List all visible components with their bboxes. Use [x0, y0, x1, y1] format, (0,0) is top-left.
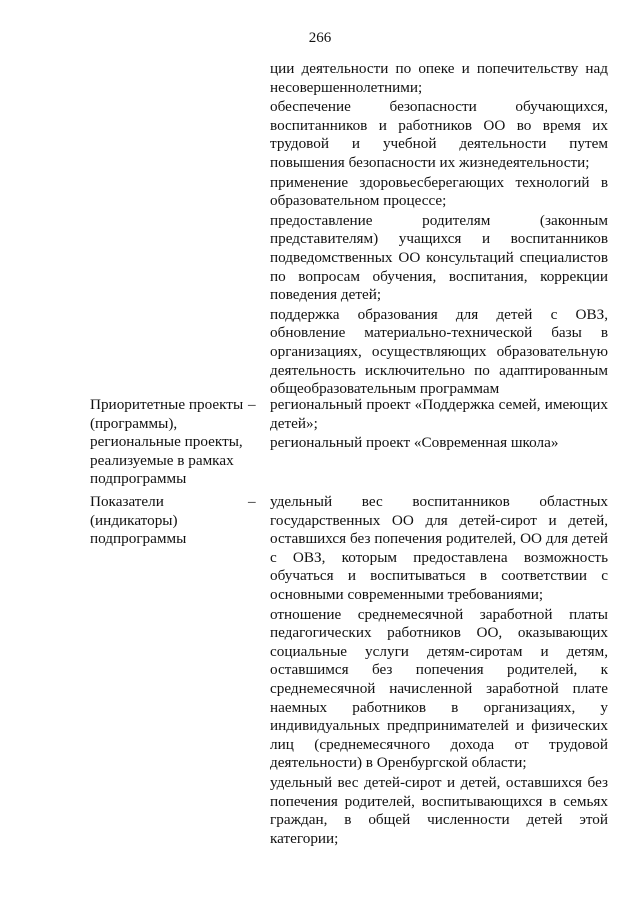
row-dash: – — [248, 493, 256, 510]
row-dash: – — [248, 396, 256, 413]
paragraph: удельный вес детей-сирот и детей, оставшихся без попечения родителей, воспитывающихся в семьях граждан, в общей численности детей этой категории; — [270, 773, 608, 847]
continuation-content — [270, 60, 608, 399]
paragraph: региональный проект «Поддержка семей, имеющих детей»; — [270, 396, 608, 432]
paragraph: предоставление родителям (законным представителям) учащихся и воспитанников подведомственных ОО консультаций специалистов по вопросам обучения, воспитания, коррекции поведения детей; — [270, 211, 608, 304]
row-label: Приоритетные проекты (программы), региональные проекты, реализуемые в рамках подпрограммы — [90, 396, 244, 488]
row-content — [270, 493, 608, 848]
page-number: 266 — [308, 30, 332, 46]
paragraph: поддержка образования для детей с ОВЗ, обновление материально-технической базы в организациях, осуществляющих образовательную деятельность исключительно по адаптированным общеобразовательным программам — [270, 305, 608, 398]
paragraph: удельный вес воспитанников областных государственных ОО для детей-сирот и детей, оставшихся без попечения родителей, ОО для детей с ОВЗ, которым предоставлена возможность обучаться и воспитываться в соответствии с основными современными требованиями; — [270, 493, 608, 603]
paragraph: обеспечение безопасности обучающихся, воспитанников и работников ОО во время их трудовой и учебной деятельности путем повышения безопасности их жизнедеятельности; — [270, 98, 608, 171]
row-content — [270, 396, 608, 453]
paragraph: применение здоровьесберегающих технологий в образовательном процессе; — [270, 173, 608, 210]
paragraph: региональный проект «Современная школа» — [270, 434, 559, 452]
paragraph: отношение среднемесячной заработной платы педагогических работников ОО, оказывающих социальные услуги детям-сиротам и детям, оставшимся без попечения родителей, к среднемесячной начисленной заработной плате наемных работников в организациях, у индивидуальных предпринимателей и физических лиц (среднемесячного дохода от трудовой деятельности) в Оренбургской области; — [270, 605, 608, 772]
paragraph: ции деятельности по опеке и попечительству над несовершеннолетними; — [270, 60, 608, 96]
row-label: Показатели (индикаторы) подпрограммы — [90, 493, 187, 548]
